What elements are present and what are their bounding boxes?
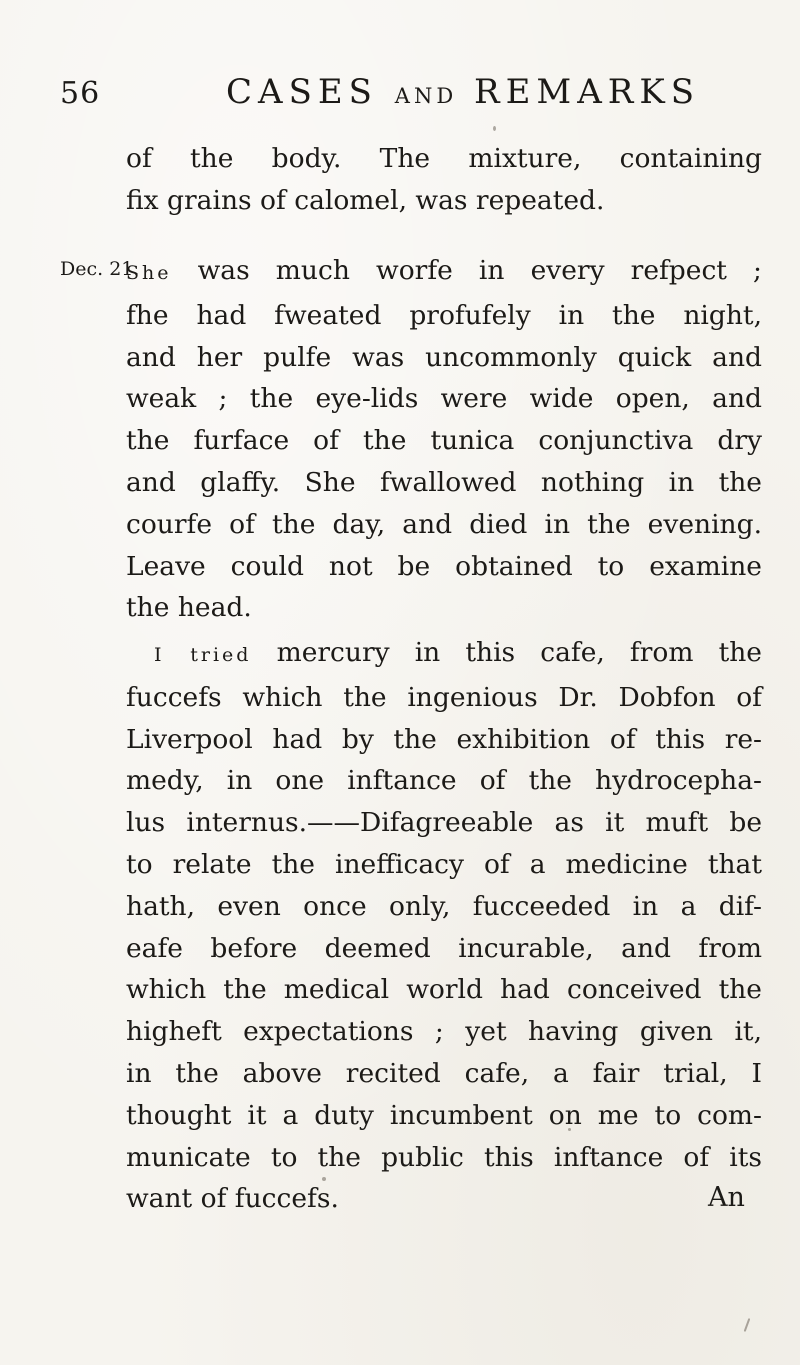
text-line-rest: was much worfe in every refpect ;: [197, 255, 762, 286]
catchword: An: [708, 1182, 745, 1213]
page-number: 56: [60, 76, 101, 111]
ink-speck: [568, 1128, 571, 1131]
text-line: courfe of the day, and died in the evening.: [126, 508, 762, 540]
text-line: lus internus.——Difagreeable as it muft be: [126, 807, 762, 839]
paragraph-lead-smallcaps: I tried: [154, 644, 252, 666]
text-line-rest: mercury in this cafe, from the: [276, 637, 762, 668]
text-line: Liverpool had by the exhibition of this re-: [126, 723, 762, 755]
text-line: and her pulfe was uncommonly quick and: [126, 341, 762, 373]
text-line: higheft expectations ; yet having given it,: [126, 1016, 762, 1048]
running-head-cases: CASES: [226, 72, 378, 112]
ink-speck: [493, 126, 496, 131]
text-line: and glaffy. She fwallowed nothing in the: [126, 466, 762, 498]
margin-date-note: Dec. 21.: [60, 258, 140, 280]
text-line: hath, even once only, fucceeded in a dif-: [126, 890, 762, 922]
text-line: in the above recited cafe, a fair trial, I: [126, 1057, 762, 1089]
text-line: the head.: [126, 592, 252, 624]
text-line: Leave could not be obtained to examine: [126, 550, 762, 582]
text-line: medy, in one inftance of the hydrocepha-: [126, 765, 762, 797]
text-line: fix grains of calomel, was repeated.: [126, 184, 605, 216]
text-line: weak ; the eye-lids were wide open, and: [126, 383, 762, 415]
text-line: the furface of the tunica conjunctiva dry: [126, 425, 762, 457]
text-line-first: [126, 250, 762, 295]
paragraph-3: [126, 632, 762, 1220]
text-line: of the body. The mixture, containing: [126, 143, 762, 174]
text-line: eafe before deemed incurable, and from: [126, 932, 762, 964]
ink-speck: [744, 1318, 751, 1332]
text-line: fuccefs which the ingenious Dr. Dobfon of: [126, 681, 762, 713]
text-line: which the medical world had conceived the: [126, 974, 762, 1006]
paragraph-lead-smallcaps: She: [126, 262, 172, 284]
text-line-first: [126, 632, 762, 677]
running-head: [226, 70, 700, 118]
text-line: municate to the public this inftance of its: [126, 1141, 762, 1173]
ink-speck: [322, 1177, 326, 1181]
running-head-and: AND: [394, 84, 458, 108]
text-line: want of fuccefs.: [126, 1183, 339, 1215]
text-line: to relate the inefficacy of a medicine that: [126, 848, 762, 880]
text-line: thought it a duty incumbent on me to com-: [126, 1099, 762, 1131]
paragraph-2: [126, 250, 762, 629]
paragraph-1: [126, 138, 762, 222]
running-head-remarks: REMARKS: [474, 72, 701, 112]
text-line: fhe had fweated profufely in the night,: [126, 299, 762, 331]
